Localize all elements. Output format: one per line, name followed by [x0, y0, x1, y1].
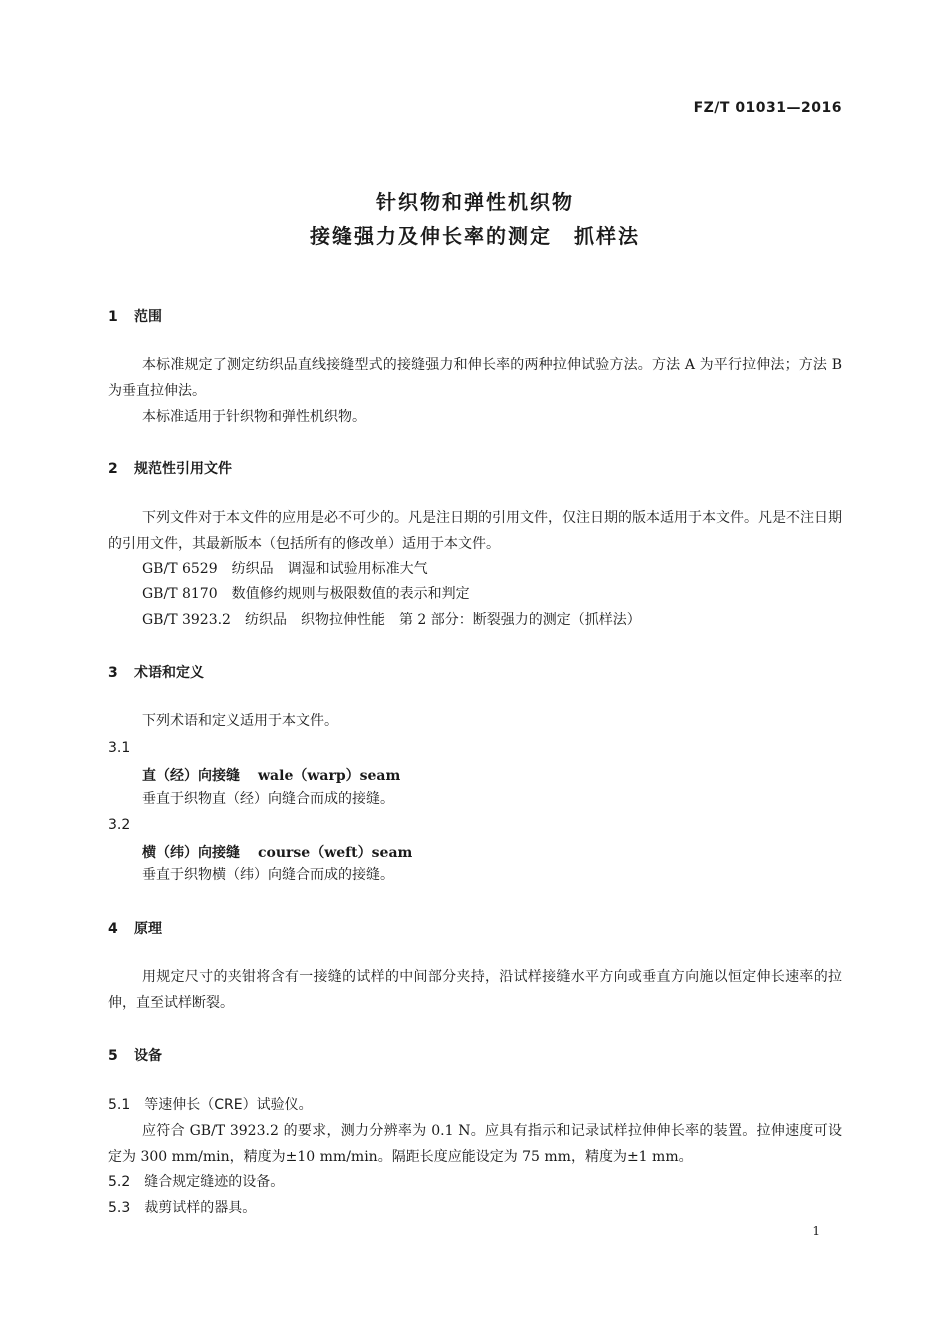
item-text: 等速伸长（CRE）试验仪。 [144, 1097, 313, 1113]
reference-item [142, 556, 428, 582]
reference-code: GB/T 8170 [142, 586, 218, 602]
term-heading [142, 765, 400, 785]
section-heading-terms [108, 662, 204, 682]
reference-code: GB/T 3923.2 [142, 612, 231, 628]
item-number: 5.3 [108, 1200, 131, 1216]
item-text: 裁剪试样的器具。 [144, 1200, 257, 1216]
reference-item [142, 607, 641, 633]
section-heading-scope [108, 306, 162, 326]
paragraph: 应符合 GB/T 3923.2 的要求，测力分辨率为 0.1 N。应具有指示和记录试样拉伸伸长率的装置。拉伸速度可设定为 300 mm/min，精度为±10 mm/min。隔距长度应能设定为 75 mm，精度为±1 mm。 [108, 1123, 842, 1165]
section-heading-normative-references [108, 458, 232, 478]
list-item [108, 1169, 284, 1195]
term-definition: 垂直于织物横（纬）向缝合而成的接缝。 [142, 867, 394, 883]
term-zh: 直（经）向接缝 [142, 768, 240, 784]
reference-item [142, 581, 470, 607]
term-zh: 横（纬）向接缝 [142, 845, 240, 861]
paragraph: 下列术语和定义适用于本文件。 [142, 713, 338, 729]
paragraph: 下列文件对于本文件的应用是必不可少的。凡是注日期的引用文件，仅注日期的版本适用于本文件。凡是不注日期的引用文件，其最新版本（包括所有的修改单）适用于本文件。 [108, 510, 842, 552]
section-title: 原理 [134, 921, 162, 937]
term-heading [142, 842, 412, 862]
list-item [108, 1092, 313, 1118]
reference-code: GB/T 6529 [142, 561, 218, 577]
reference-title: 纺织品 调湿和试验用标准大气 [231, 561, 428, 577]
term-en: wale（warp）seam [258, 768, 401, 784]
item-number: 5.2 [108, 1174, 131, 1190]
list-item [108, 1195, 256, 1221]
section-title: 规范性引用文件 [134, 461, 232, 477]
reference-title: 纺织品 织物拉伸性能 第 2 部分：断裂强力的测定（抓样法） [244, 612, 641, 628]
document-title-line1: 针织物和弹性机织物 [376, 190, 574, 214]
section-title: 范围 [134, 309, 162, 325]
section-number: 4 [108, 921, 118, 937]
term-en: course（weft）seam [258, 845, 413, 861]
standard-number: FZ/T 01031—2016 [693, 100, 842, 116]
paragraph: 本标准适用于针织物和弹性机织物。 [142, 409, 366, 425]
section-heading-apparatus [108, 1045, 162, 1065]
section-title: 设备 [134, 1048, 162, 1064]
term-number: 3.2 [108, 817, 131, 833]
section-number: 2 [108, 461, 118, 477]
page-number: 1 [812, 1224, 820, 1238]
item-text: 缝合规定缝迹的设备。 [144, 1174, 285, 1190]
section-number: 1 [108, 309, 118, 325]
section-heading-principle [108, 918, 162, 938]
section-number: 3 [108, 665, 118, 681]
section-title: 术语和定义 [134, 665, 204, 681]
term-definition: 垂直于织物直（经）向缝合而成的接缝。 [142, 791, 394, 807]
item-number: 5.1 [108, 1097, 131, 1113]
term-number: 3.1 [108, 740, 131, 756]
document-title-line2: 接缝强力及伸长率的测定 抓样法 [310, 224, 640, 248]
section-number: 5 [108, 1048, 118, 1064]
paragraph: 本标准规定了测定纺织品直线接缝型式的接缝强力和伸长率的两种拉伸试验方法。方法 A 为平行拉伸法；方法 B 为垂直拉伸法。 [108, 357, 842, 399]
reference-title: 数值修约规则与极限数值的表示和判定 [231, 586, 470, 602]
paragraph: 用规定尺寸的夹钳将含有一接缝的试样的中间部分夹持，沿试样接缝水平方向或垂直方向施以恒定伸长速率的拉伸，直至试样断裂。 [108, 969, 842, 1011]
